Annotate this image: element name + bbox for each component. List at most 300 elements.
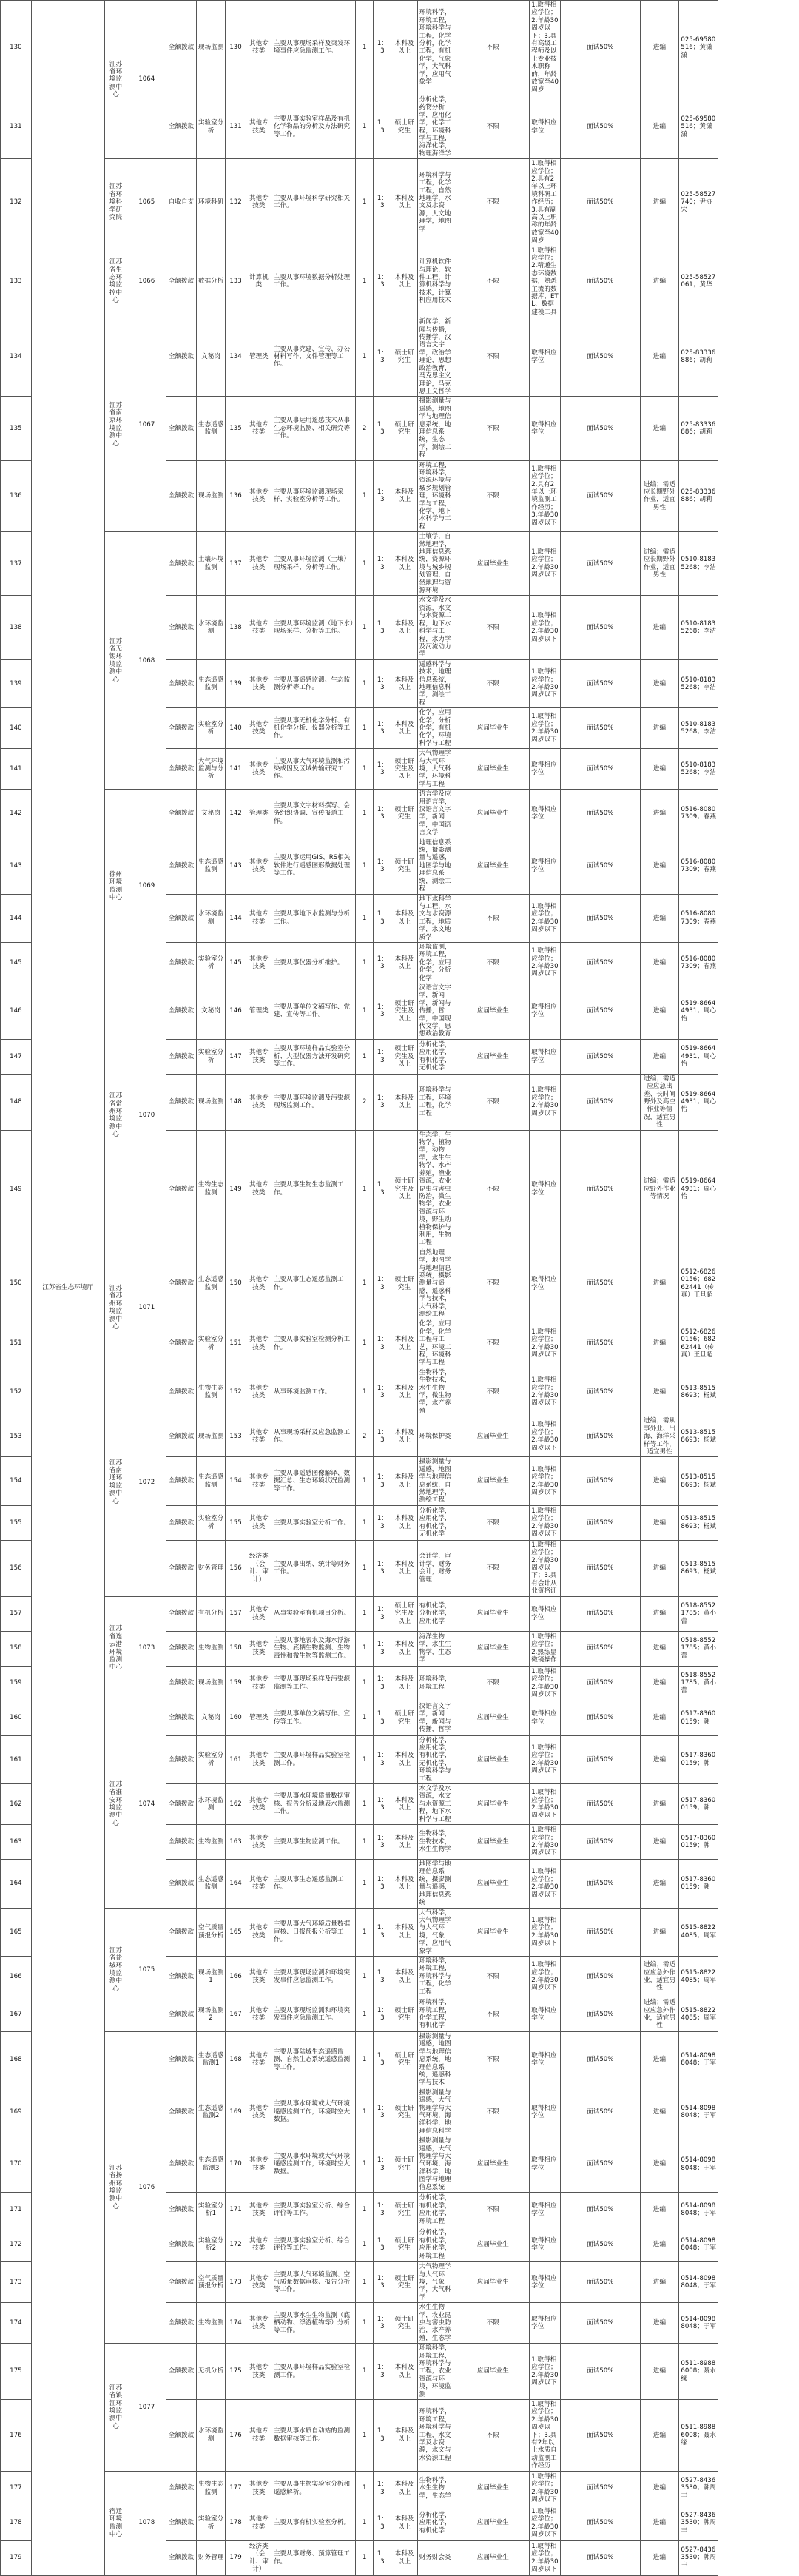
hire-count: 1	[356, 596, 374, 659]
funding-type: 全额拨款	[166, 2344, 197, 2400]
staff-type: 进编	[640, 1596, 679, 1631]
hire-count: 1	[356, 1596, 374, 1631]
major: 环境科学，环境工程	[417, 1666, 456, 1701]
job-description: 主要从事实验室样品及有机化学物品的分析及方法研究等工作。	[272, 95, 355, 158]
funding-type: 全额拨款	[166, 532, 197, 596]
exam-ratio: 1：3	[374, 1701, 391, 1735]
contact: 0514-80988048；于军	[679, 2227, 718, 2262]
staff-type: 进编；需适应应急出差、长时间野外及高空作业等情况，适宜男性	[640, 1074, 679, 1130]
score-ratio: 面试50%	[560, 1596, 640, 1631]
contact: 0511-89886008；聂水缘	[679, 2400, 718, 2472]
hire-count: 1	[356, 95, 374, 158]
hire-count: 2	[356, 1074, 374, 1130]
education: 本科及以上	[391, 1505, 417, 1540]
post-code: 136	[226, 460, 246, 532]
major: 地理信息系统，摄影测量与遥感，地图学与地理信息系统，测绘工程	[417, 838, 456, 894]
job-description: 主要从事陆域生态遥感监测、自然生态系统遥感监测等工作。	[272, 2031, 355, 2088]
post-code: 178	[226, 2506, 246, 2540]
exam-ratio: 1：3	[374, 2471, 391, 2506]
source: 应届毕业生	[456, 1784, 530, 1825]
hire-count: 1	[356, 983, 374, 1039]
row-number: 160	[1, 1701, 32, 1735]
score-ratio: 面试50%	[560, 1248, 640, 1319]
job-description: 主要从事环境样品实验室检测工作。	[272, 2344, 355, 2400]
source: 不限	[456, 2303, 530, 2344]
staff-type: 进编	[640, 1039, 679, 1074]
source: 应届毕业生	[456, 1701, 530, 1735]
job-description: 主要从事大气环境监测和污染成因及区域传输研究工作。	[272, 749, 355, 790]
post-code: 133	[226, 246, 246, 317]
post-name: 无机分析	[196, 2344, 226, 2400]
row-number: 150	[1, 1248, 32, 1319]
education: 本科及以上	[391, 1074, 417, 1130]
post-code: 168	[226, 2031, 246, 2088]
table-row	[1, 532, 799, 596]
source: 不限	[456, 2031, 530, 2088]
score-ratio: 面试50%	[560, 708, 640, 749]
source: 应届毕业生	[456, 532, 530, 596]
hire-count: 1	[356, 2540, 374, 2575]
education: 本科及以上	[391, 1735, 417, 1783]
job-description: 主要从事遥感图像解译、数据汇总、生态环境状况监测等工作。	[272, 1457, 355, 1505]
major: 水文学及水资源，水文与水资源工程，地下水科学与工程，水力学及河流动力学	[417, 596, 456, 659]
row-number: 157	[1, 1596, 32, 1631]
row-number: 173	[1, 2262, 32, 2303]
other-requirements: 1.取得相应学位；2.年龄30周岁以下	[530, 532, 561, 596]
unit-code: 1071	[127, 1248, 166, 1368]
job-description: 主要从事水生生物监测（底栖动物、浮游植物等）分析等工作。	[272, 2303, 355, 2344]
hire-count: 1	[356, 1666, 374, 1701]
table-row	[1, 1596, 799, 1631]
score-ratio: 面试50%	[560, 2400, 640, 2472]
funding-type: 全额拨款	[166, 1248, 197, 1319]
contact: 0514-80988048；于军	[679, 2262, 718, 2303]
staff-type: 进编	[640, 659, 679, 707]
hire-count: 1	[356, 2193, 374, 2227]
staff-type: 进编	[640, 1860, 679, 1908]
post-code: 177	[226, 2471, 246, 2506]
job-description: 主要从事生物监测工作。	[272, 1825, 355, 1860]
post-code: 179	[226, 2540, 246, 2575]
job-description: 主要从事环境监测（地下水）现场采样、分析等工作。	[272, 596, 355, 659]
row-number: 147	[1, 1039, 32, 1074]
hire-count: 1	[356, 2471, 374, 2506]
post-type: 其他专技类	[246, 1505, 272, 1540]
post-name: 财务管理	[196, 1540, 226, 1596]
job-description: 主要从事环境监测现场采样、实验室分析等工作。	[272, 460, 355, 532]
hire-count: 1	[356, 2506, 374, 2540]
post-code: 173	[226, 2262, 246, 2303]
job-description: 主要从事实验室检测分析工作。	[272, 1319, 355, 1368]
source: 应届毕业生	[456, 1457, 530, 1505]
unit-name: 江苏省无锡环境监测中心	[104, 532, 127, 790]
major: 新闻学，新闻与传播，传播学，汉语言文字学，政治学理论，思想政治教育，马克思主义理论，马克思主义哲学	[417, 317, 456, 397]
source: 应届毕业生	[456, 2344, 530, 2400]
other-requirements: 1.取得相应学位；2.年龄30周岁以下	[530, 659, 561, 707]
education: 硕士研究生	[391, 95, 417, 158]
job-description: 从事实验室有机项目分析。	[272, 1596, 355, 1631]
post-code: 154	[226, 1457, 246, 1505]
other-requirements: 1.取得相应学位；2.年龄30周岁以下	[530, 894, 561, 942]
exam-ratio: 1：3	[374, 708, 391, 749]
exam-ratio: 1：3	[374, 1074, 391, 1130]
table-row	[1, 1368, 799, 1416]
contact: 0514-80988048；于军	[679, 2193, 718, 2227]
contact: 0519-86644931；周心怡	[679, 1074, 718, 1130]
score-ratio: 面试50%	[560, 1908, 640, 1956]
row-number: 132	[1, 159, 32, 246]
funding-type: 全额拨款	[166, 838, 197, 894]
post-name: 文秘岗	[196, 983, 226, 1039]
staff-type: 进编	[640, 1825, 679, 1860]
post-code: 138	[226, 596, 246, 659]
post-name: 现场监测	[196, 1074, 226, 1130]
other-requirements: 取得相应学位	[530, 95, 561, 158]
unit-code: 1076	[127, 2031, 166, 2343]
exam-ratio: 1：3	[374, 2088, 391, 2136]
hire-count: 1	[356, 1540, 374, 1596]
education: 硕士研究生	[391, 2262, 417, 2303]
post-name: 生态遥感监测	[196, 1860, 226, 1908]
exam-ratio: 1：3	[374, 317, 391, 397]
education: 本科及以上	[391, 1860, 417, 1908]
score-ratio: 面试50%	[560, 596, 640, 659]
funding-type: 全额拨款	[166, 2471, 197, 2506]
post-type: 其他专技类	[246, 1908, 272, 1956]
post-name: 大气环境监测与分析	[196, 749, 226, 790]
job-description: 从事现场采样及应急监测工作。	[272, 1416, 355, 1457]
staff-type: 进编	[640, 2262, 679, 2303]
score-ratio: 面试50%	[560, 790, 640, 838]
exam-ratio: 1：3	[374, 2344, 391, 2400]
funding-type: 全额拨款	[166, 942, 197, 983]
hire-count: 1	[356, 2262, 374, 2303]
education: 本科及以上	[391, 1908, 417, 1956]
funding-type: 全额拨款	[166, 1505, 197, 1540]
post-name: 现场监测	[196, 1666, 226, 1701]
row-number: 137	[1, 532, 32, 596]
row-number: 146	[1, 983, 32, 1039]
post-type: 其他专技类	[246, 1666, 272, 1701]
other-requirements: 取得相应学位	[530, 1130, 561, 1248]
hire-count: 1	[356, 749, 374, 790]
unit-code: 1064	[127, 1, 166, 159]
funding-type: 全额拨款	[166, 246, 197, 317]
post-type: 其他专技类	[246, 749, 272, 790]
source: 应届毕业生	[456, 1908, 530, 1956]
post-type: 其他专技类	[246, 1735, 272, 1783]
job-description: 主要从事实验室分析、综合评价等工作。	[272, 2227, 355, 2262]
major: 语言学及应用语言学，汉语言文字学，新闻学，中国语言文学	[417, 790, 456, 838]
funding-type: 全额拨款	[166, 2227, 197, 2262]
exam-ratio: 1：3	[374, 1505, 391, 1540]
contact: 0519-86644931；周心怡	[679, 983, 718, 1039]
major: 化学，应用化学，分析化学，有机化学，环境科学与工程	[417, 708, 456, 749]
funding-type: 全额拨款	[166, 1666, 197, 1701]
other-requirements: 取得相应学位	[530, 2136, 561, 2193]
major: 计算机软件与理论，软件工程，计算机科学与技术，计算机应用技术	[417, 246, 456, 317]
post-name: 现场监测1	[196, 1956, 226, 1997]
major: 摄影测量与遥感，地图学与地理信息系统，自然地理学，测绘工程	[417, 1457, 456, 1505]
education: 硕士研究生	[391, 2303, 417, 2344]
hire-count: 1	[356, 1457, 374, 1505]
post-code: 131	[226, 95, 246, 158]
unit-name: 江苏省生态环境监控中心	[104, 246, 127, 317]
score-ratio: 面试50%	[560, 1784, 640, 1825]
post-type: 管理类	[246, 983, 272, 1039]
post-name: 现场监测	[196, 1, 226, 95]
source: 不限	[456, 1505, 530, 1540]
table-row	[1, 1, 799, 95]
post-code: 167	[226, 1997, 246, 2031]
exam-ratio: 1：3	[374, 159, 391, 246]
score-ratio: 面试50%	[560, 2344, 640, 2400]
exam-ratio: 1：3	[374, 838, 391, 894]
other-requirements: 1.取得相应学位；2.具有2年以上环境科研工作经历；3.具有副高以上职称的年龄放宽至40周岁	[530, 159, 561, 246]
major: 环境科学，环境工程，环境科学与工程，化学工程	[417, 1956, 456, 1997]
post-type: 其他专技类	[246, 2262, 272, 2303]
score-ratio: 面试50%	[560, 1860, 640, 1908]
post-code: 176	[226, 2400, 246, 2472]
education: 硕士研究生	[391, 2227, 417, 2262]
post-type: 其他专技类	[246, 894, 272, 942]
exam-ratio: 1：3	[374, 1248, 391, 1319]
staff-type: 进编；需适应野外作业等情况	[640, 1130, 679, 1248]
source: 应届毕业生	[456, 2136, 530, 2193]
contact: 0512-68260156；68262441（传真）王旦超	[679, 1319, 718, 1368]
staff-type: 进编	[640, 1540, 679, 1596]
post-type: 管理类	[246, 790, 272, 838]
education: 硕士研究生及以上	[391, 1039, 417, 1074]
major: 土壤学，自然地理学，地理信息系统，资源环境与城乡规划管理，自然地理与资源环境	[417, 532, 456, 596]
source: 应届毕业生	[456, 749, 530, 790]
job-description: 主要从事现场监测和环境突发事件应急监测工作。	[272, 1997, 355, 2031]
post-type: 其他专技类	[246, 1074, 272, 1130]
major: 有机化学，分析化学，应用化学	[417, 1596, 456, 1631]
funding-type: 全额拨款	[166, 2031, 197, 2088]
major: 摄影测量与遥感，地图学与地理信息系统，地理信息系统，生态学，测绘工程	[417, 397, 456, 460]
job-description: 主要从事地下水监测与分析工作。	[272, 894, 355, 942]
job-description: 主要从事单位文稿写作、党建、宣传等工作。	[272, 983, 355, 1039]
staff-type: 进编	[640, 397, 679, 460]
contact: 0510-81835268；李洁	[679, 596, 718, 659]
row-number: 178	[1, 2506, 32, 2540]
source: 应届毕业生	[456, 983, 530, 1039]
staff-type: 进编	[640, 1666, 679, 1701]
source: 不限	[456, 1997, 530, 2031]
major: 化学，应用化学，化学工程与工艺，环境工程，环境科学与工程	[417, 1319, 456, 1368]
funding-type: 全额拨款	[166, 894, 197, 942]
funding-type: 全额拨款	[166, 1540, 197, 1596]
major: 分析化学，应用化学，有机化学，无机化学	[417, 1505, 456, 1540]
row-number: 141	[1, 749, 32, 790]
unit-name: 宿迁环境监测中心	[104, 2471, 127, 2575]
hire-count: 1	[356, 2344, 374, 2400]
score-ratio: 面试50%	[560, 2506, 640, 2540]
unit-code: 1068	[127, 532, 166, 790]
post-code: 135	[226, 397, 246, 460]
contact: 0513-85158693；杨斌	[679, 1368, 718, 1416]
staff-type: 进编	[640, 894, 679, 942]
unit-name: 江苏省淮安环境监测中心	[104, 1701, 127, 1908]
staff-type: 进编	[640, 246, 679, 317]
unit-code: 1072	[127, 1368, 166, 1596]
major: 生物科学，水生生物学，生态学	[417, 2471, 456, 2506]
post-code: 143	[226, 838, 246, 894]
major: 生物科学，生物技术，水生生物学，微生物学，水产养殖	[417, 1368, 456, 1416]
score-ratio: 面试50%	[560, 894, 640, 942]
funding-type: 全额拨款	[166, 1319, 197, 1368]
education: 本科及以上	[391, 1784, 417, 1825]
exam-ratio: 1：3	[374, 659, 391, 707]
funding-type: 全额拨款	[166, 1368, 197, 1416]
exam-ratio: 1：3	[374, 1860, 391, 1908]
post-name: 实验室分析	[196, 1735, 226, 1783]
table-body	[1, 1, 799, 2576]
other-requirements: 取得相应学位	[530, 2227, 561, 2262]
other-requirements: 1.取得相应学位；2.具有2年以上环境监测工作经历；3.年龄30周岁以下	[530, 460, 561, 532]
funding-type: 全额拨款	[166, 2303, 197, 2344]
score-ratio: 面试50%	[560, 460, 640, 532]
funding-type: 全额拨款	[166, 2136, 197, 2193]
education: 本科及以上	[391, 1368, 417, 1416]
contact: 0517-83600159；韩	[679, 1735, 718, 1783]
other-requirements: 取得相应学位	[530, 1039, 561, 1074]
staff-type: 进编	[640, 1248, 679, 1319]
exam-ratio: 1：3	[374, 1319, 391, 1368]
score-ratio: 面试50%	[560, 1368, 640, 1416]
post-name: 现场监测	[196, 1416, 226, 1457]
job-description: 主要从事生态遥感监测工作。	[272, 1248, 355, 1319]
major: 环境科学与工程，环境工程，化学工程	[417, 1074, 456, 1130]
row-number: 151	[1, 1319, 32, 1368]
source: 应届毕业生	[456, 1416, 530, 1457]
post-code: 132	[226, 159, 246, 246]
post-type: 其他专技类	[246, 1, 272, 95]
post-type: 其他专技类	[246, 2400, 272, 2472]
contact: 0527-84363530；韩周丰	[679, 2471, 718, 2506]
staff-type: 进编	[640, 95, 679, 158]
post-code: 150	[226, 1248, 246, 1319]
row-number: 174	[1, 2303, 32, 2344]
other-requirements: 1.取得相应学位；2.精通生态环境数据，熟悉主流的数据库、ETL、数据建模工具	[530, 246, 561, 317]
post-code: 166	[226, 1956, 246, 1997]
row-number: 153	[1, 1416, 32, 1457]
post-type: 其他专技类	[246, 532, 272, 596]
exam-ratio: 1：3	[374, 532, 391, 596]
hire-count: 1	[356, 460, 374, 532]
post-name: 水环境监测	[196, 596, 226, 659]
row-number: 164	[1, 1860, 32, 1908]
staff-type: 进编	[640, 2540, 679, 2575]
major: 分析化学，应用化学，有机化学，无机化学	[417, 1039, 456, 1074]
score-ratio: 面试50%	[560, 532, 640, 596]
major: 大气科学，大气物理学与大气环境，气象学，应用气象学	[417, 1908, 456, 1956]
source: 应届毕业生	[456, 1735, 530, 1783]
post-code: 142	[226, 790, 246, 838]
exam-ratio: 1：3	[374, 1825, 391, 1860]
funding-type: 全额拨款	[166, 2193, 197, 2227]
exam-ratio: 1：3	[374, 2262, 391, 2303]
source: 不限	[456, 317, 530, 397]
score-ratio: 面试50%	[560, 1, 640, 95]
major: 地图学与地理信息系统，摄影测量与遥感，地理信息系统	[417, 1860, 456, 1908]
post-type: 其他专技类	[246, 2303, 272, 2344]
score-ratio: 面试50%	[560, 2262, 640, 2303]
hire-count: 2	[356, 1416, 374, 1457]
staff-type: 进编；需适应应急外作业，适宜男性	[640, 1956, 679, 1997]
staff-type: 进编	[640, 2136, 679, 2193]
unit-name: 江苏省连云港环境监测中心	[104, 1596, 127, 1701]
contact: 0513-85158693；杨斌	[679, 1505, 718, 1540]
hire-count: 2	[356, 397, 374, 460]
other-requirements: 1.取得相应学位；2.年龄30周岁以下	[530, 1860, 561, 1908]
post-code: 140	[226, 708, 246, 749]
row-number: 142	[1, 790, 32, 838]
post-code: 159	[226, 1666, 246, 1701]
staff-type: 进编	[640, 942, 679, 983]
education: 本科及以上	[391, 2506, 417, 2540]
hire-count: 1	[356, 2031, 374, 2088]
post-code: 164	[226, 1860, 246, 1908]
exam-ratio: 1：3	[374, 749, 391, 790]
other-requirements: 1.取得相应学位；2.年龄30周岁以下；3.具有会计从业资格证	[530, 1540, 561, 1596]
job-description: 主要从事水质自动站的监测数据审核等工作。	[272, 2400, 355, 2472]
post-type: 其他专技类	[246, 159, 272, 246]
contact: 025-83336886；胡莉	[679, 317, 718, 397]
post-name: 生态遥感监测	[196, 397, 226, 460]
contact: 0513-85158693；杨斌	[679, 1457, 718, 1505]
unit-code: 1078	[127, 2471, 166, 2575]
other-requirements: 1.取得相应学位；2.年龄30周岁以下	[530, 596, 561, 659]
post-code: 160	[226, 1701, 246, 1735]
hire-count: 1	[356, 1248, 374, 1319]
unit-code: 1073	[127, 1596, 166, 1701]
post-code: 156	[226, 1540, 246, 1596]
major: 环境工程，环境科学，资源环境与城乡规划管理，环境科学与工程，化学，地下水科学与工程	[417, 460, 456, 532]
education: 本科及以上	[391, 1631, 417, 1666]
education: 本科及以上	[391, 1825, 417, 1860]
unit-code: 1077	[127, 2344, 166, 2472]
staff-type: 进编	[640, 1368, 679, 1416]
job-description: 主要从事单位文稿写作、宣传等工作。	[272, 1701, 355, 1735]
job-description: 主要从事生物生态监测工作。	[272, 1130, 355, 1248]
unit-code: 1067	[127, 317, 166, 532]
source: 应届毕业生	[456, 1631, 530, 1666]
post-name: 空气质量预报分析	[196, 1908, 226, 1956]
post-name: 实验室分析1	[196, 2193, 226, 2227]
major: 分析化学，有机化学，应用化学，环境工程	[417, 2227, 456, 2262]
score-ratio: 面试50%	[560, 1956, 640, 1997]
source: 不限	[456, 596, 530, 659]
contact: 0516-80807309；春燕	[679, 894, 718, 942]
post-code: 175	[226, 2344, 246, 2400]
post-code: 151	[226, 1319, 246, 1368]
job-description: 主要从事出纳、统计等财务工作。	[272, 1540, 355, 1596]
job-description: 主要从事环境监测及污染源现场监测工作。	[272, 1074, 355, 1130]
exam-ratio: 1：3	[374, 1908, 391, 1956]
other-requirements: 取得相应学位	[530, 749, 561, 790]
education: 硕士研究生	[391, 317, 417, 397]
education: 硕士研究生	[391, 1701, 417, 1735]
job-description: 主要从事实验室分析工作。	[272, 1505, 355, 1540]
staff-type: 进编	[640, 1784, 679, 1825]
exam-ratio: 1：3	[374, 246, 391, 317]
score-ratio: 面试50%	[560, 1631, 640, 1666]
education: 硕士研究生及以上	[391, 1596, 417, 1631]
post-name: 实验室分析	[196, 1505, 226, 1540]
table-row	[1, 1701, 799, 1735]
